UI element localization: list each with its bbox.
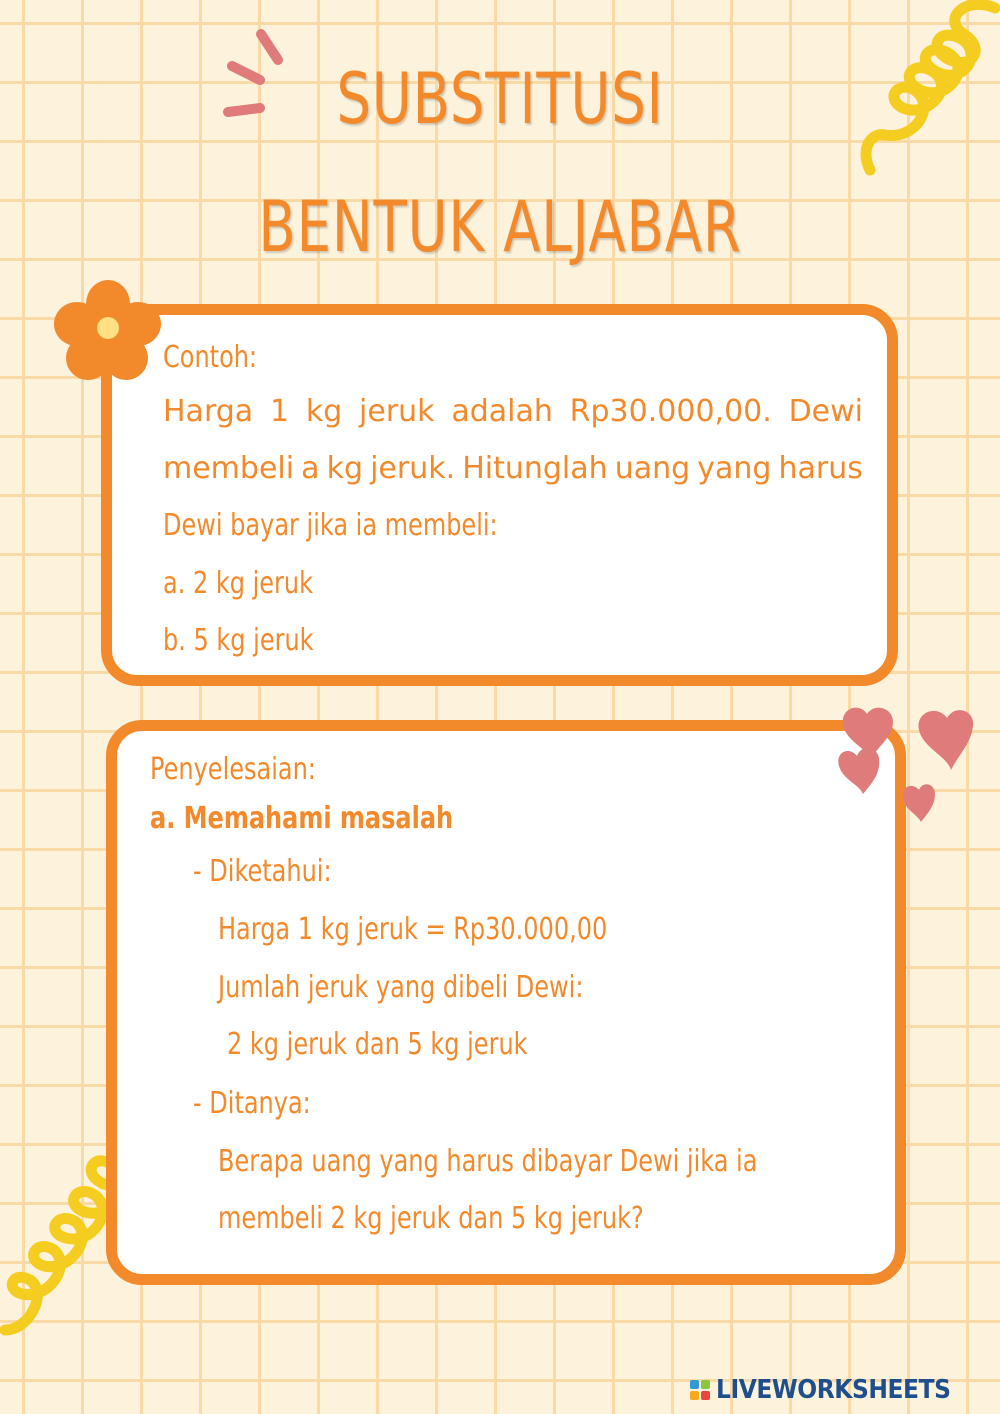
example-word: jeruk. — [370, 451, 456, 486]
example-word: harus — [778, 451, 863, 486]
example-word: jeruk — [359, 394, 435, 429]
logo-square — [690, 1380, 699, 1389]
example-word: 1 — [269, 394, 290, 429]
known-label: - Diketahui: — [193, 854, 332, 889]
example-word: Hitunglah — [462, 451, 608, 486]
example-word: yang — [697, 451, 772, 486]
logo-square — [701, 1391, 710, 1400]
example-word: adalah — [451, 394, 553, 429]
example-word: Rp30.000,00. — [569, 394, 772, 429]
known-line-2: Jumlah jeruk yang dibeli Dewi: — [218, 970, 584, 1005]
example-heading: Contoh: — [163, 340, 258, 375]
asked-line-1: Berapa uang yang harus dibayar Dewi jika ia — [218, 1144, 758, 1179]
solution-heading: Penyelesaian: — [150, 752, 316, 787]
flower-icon — [52, 278, 164, 384]
example-line-1 — [163, 394, 863, 430]
example-word: uang — [614, 451, 691, 486]
logo-square — [690, 1391, 699, 1400]
known-line-1: Harga 1 kg jeruk = Rp30.000,00 — [218, 912, 608, 947]
asked-line-2: membeli 2 kg jeruk dan 5 kg jeruk? — [218, 1201, 644, 1236]
logo-square — [701, 1380, 710, 1389]
liveworksheets-logo-icon — [690, 1380, 710, 1400]
liveworksheets-logo — [690, 1370, 977, 1410]
example-word: Dewi — [788, 394, 863, 429]
asked-label: - Ditanya: — [193, 1086, 311, 1121]
example-option-a: a. 2 kg jeruk — [163, 566, 314, 601]
example-word: a — [301, 451, 320, 486]
example-line-2 — [163, 451, 863, 487]
example-word: kg — [326, 451, 364, 486]
hearts-decoration — [835, 686, 980, 826]
example-word: kg — [305, 394, 343, 429]
example-word: Harga — [163, 394, 254, 429]
example-line-3: Dewi bayar jika ia membeli: — [163, 508, 498, 543]
liveworksheets-logo-text: LIVEWORKSHEETS — [716, 1375, 951, 1405]
solution-step-a: a. Memahami masalah — [150, 801, 454, 836]
example-option-b: b. 5 kg jeruk — [163, 623, 314, 658]
known-line-3: 2 kg jeruk dan 5 kg jeruk — [227, 1027, 528, 1062]
page-title-line-1: SUBSTITUSI — [336, 58, 664, 140]
page-title-line-2: BENTUK ALJABAR — [258, 186, 742, 268]
example-word: membeli — [163, 451, 295, 486]
